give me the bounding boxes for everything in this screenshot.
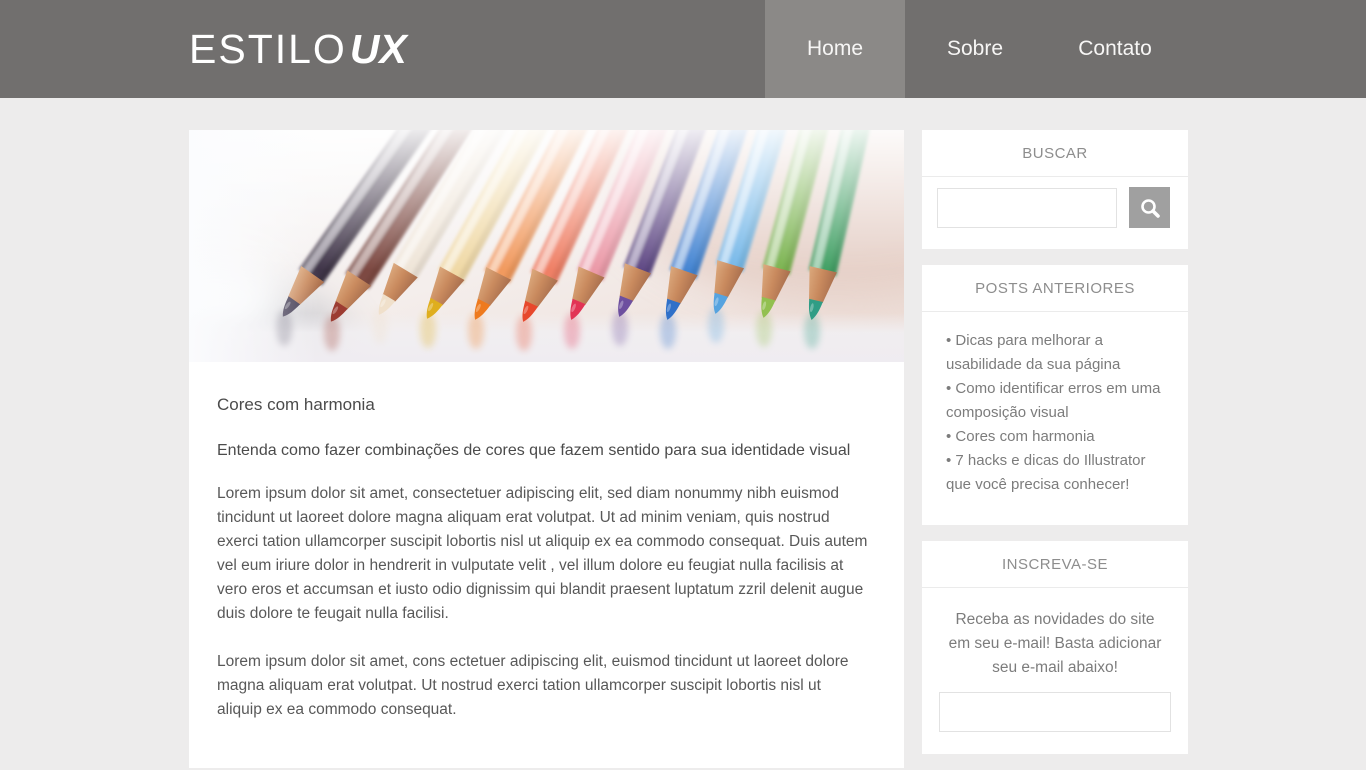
- nav-item-contato[interactable]: [1045, 0, 1185, 98]
- logo[interactable]: [189, 0, 407, 98]
- article-subtitle: Entenda como fazer combinações de cores que fazem sentido para sua identidade visual: [217, 442, 851, 459]
- logo-accent-text: UX: [349, 25, 407, 72]
- search-button[interactable]: [1129, 187, 1170, 228]
- sidebar: [922, 130, 1188, 770]
- search-widget: [922, 130, 1188, 249]
- search-input[interactable]: [937, 188, 1117, 228]
- article-paragraph-2: Lorem ipsum dolor sit amet, cons ectetuer adipiscing elit, euismod tincidunt ut laoreet dolore magna aliquam erat volutpat. Ut nostrud exerci tation ullamcorper suscipit lobortis nisl ut aliquip ex ea commodo consequat.: [217, 653, 849, 718]
- post-link[interactable]: • Dicas para melhorar a usabilidade da sua página: [946, 332, 1121, 373]
- header: [0, 0, 1366, 98]
- subscribe-email-input[interactable]: [939, 692, 1171, 732]
- post-link[interactable]: • Cores com harmonia: [946, 428, 1095, 445]
- article-title: Cores com harmonia: [217, 395, 375, 414]
- logo-primary-text: ESTILO: [189, 25, 347, 72]
- article-body: [189, 362, 904, 722]
- subscribe-widget: [922, 541, 1188, 754]
- nav-item-label: Contato: [1078, 37, 1152, 60]
- article-paragraph-1: Lorem ipsum dolor sit amet, consectetuer adipiscing elit, sed diam nonummy nibh euismod tincidunt ut laoreet dolore magna aliquam erat volutpat. Ut ad minim veniam, quis nostrud exerci tation ullamcorper suscipit lobortis nisl ut aliquip ex ea commodo consequat. Duis autem vel eum iriure dolor in hendrerit in vulputate velit , vel illum dolore eu feugiat nulla facilisis at vero eros et accumsan et iusto odio dignissim qui blandit praesent luptatum zzril delenit augue duis dolore te feugait nulla facilisi.: [217, 485, 868, 622]
- nav-item-label: Sobre: [946, 37, 1004, 60]
- search-widget-title: BUSCAR: [922, 130, 1188, 177]
- previous-posts-widget: [922, 265, 1188, 525]
- post-link[interactable]: • 7 hacks e dicas do Illustrator que você precisa conhecer!: [946, 452, 1146, 493]
- nav-item-label: Home: [806, 37, 864, 60]
- previous-posts-title: POSTS ANTERIORES: [922, 265, 1188, 312]
- post-link[interactable]: • Como identificar erros em uma composição visual: [946, 380, 1161, 421]
- subscribe-text: Receba as novidades do site em seu e-mail! Basta adicionar seu e-mail abaixo!: [948, 611, 1162, 676]
- subscribe-title: INSCREVA-SE: [922, 541, 1188, 588]
- nav-item-sobre[interactable]: [905, 0, 1045, 98]
- article-hero-image: [189, 130, 904, 362]
- article-card: [189, 130, 904, 768]
- main-nav: [765, 0, 1185, 98]
- magnifier-icon: [1139, 197, 1161, 219]
- nav-item-home[interactable]: [765, 0, 905, 98]
- search-row: [922, 177, 1188, 249]
- posts-list: [922, 312, 1188, 525]
